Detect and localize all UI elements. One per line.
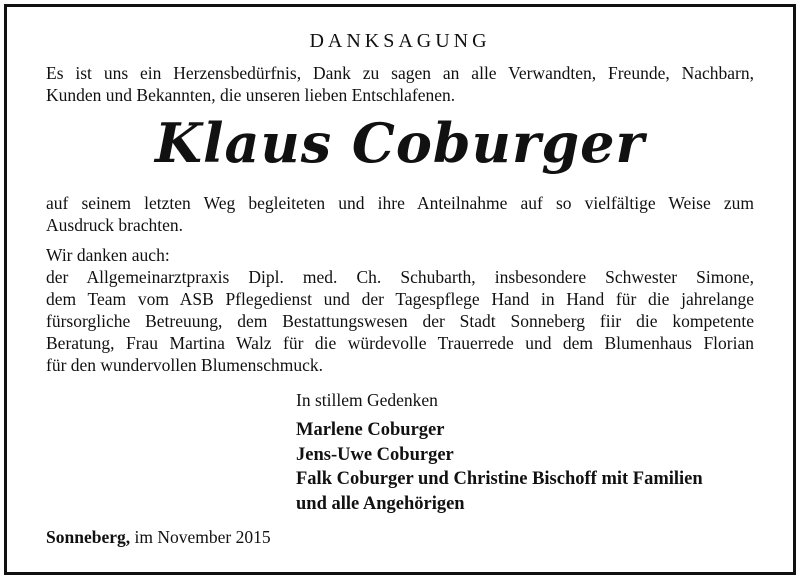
signer-name: und alle Angehörigen — [296, 493, 465, 514]
deceased-name: Klaus Coburger — [155, 111, 645, 175]
date-text: im November 2015 — [134, 527, 271, 547]
thanks-heading: Wir danken auch: — [46, 245, 170, 265]
memory-line: In stillem Gedenken — [296, 390, 438, 410]
thanks-line: fürsorgliche Betreuung, dem Bestattungswesen der Stadt Sonneberg fiir die kompetente — [46, 311, 754, 331]
after-name-paragraph — [46, 192, 754, 236]
signer-name: Falk Coburger und Christine Bischoff mit Familien — [296, 469, 703, 489]
intro-line: Es ist uns ein Herzensbedürfnis, Dank zu sagen an alle Verwandten, Freunde, Nachbarn, — [46, 63, 754, 83]
thanks-line: für den wundervollen Blumenschmuck. — [46, 355, 324, 375]
thanks-line: Beratung, Frau Martina Walz für die würdevolle Trauerrede und dem Blumenhaus Florian — [46, 333, 754, 353]
thanks-line: der Allgemeinarztpraxis Dipl. med. Ch. Schubarth, insbesondere Schwester Simone, — [46, 267, 754, 287]
signer-name: Marlene Coburger — [296, 420, 445, 440]
after-name-line: auf seinem letzten Weg begleiteten und ihre Anteilnahme auf so vielfältige Weise zum — [46, 193, 754, 213]
notice-title: DANKSAGUNG — [309, 30, 491, 52]
place-date-line — [46, 526, 271, 548]
signer-name: Jens-Uwe Coburger — [296, 444, 454, 465]
thanks-paragraph — [46, 244, 754, 376]
thanks-line: dem Team vom ASB Pflegedienst und der Tagespflege Hand in Hand für die jahrelange — [46, 289, 754, 309]
place-name: Sonneberg, — [46, 527, 131, 547]
intro-paragraph — [46, 62, 754, 106]
after-name-line: Ausdruck brachten. — [46, 215, 184, 235]
intro-line: Kunden und Bekannten, die unseren lieben Entschlafenen. — [46, 85, 456, 105]
signers-list — [296, 418, 703, 516]
